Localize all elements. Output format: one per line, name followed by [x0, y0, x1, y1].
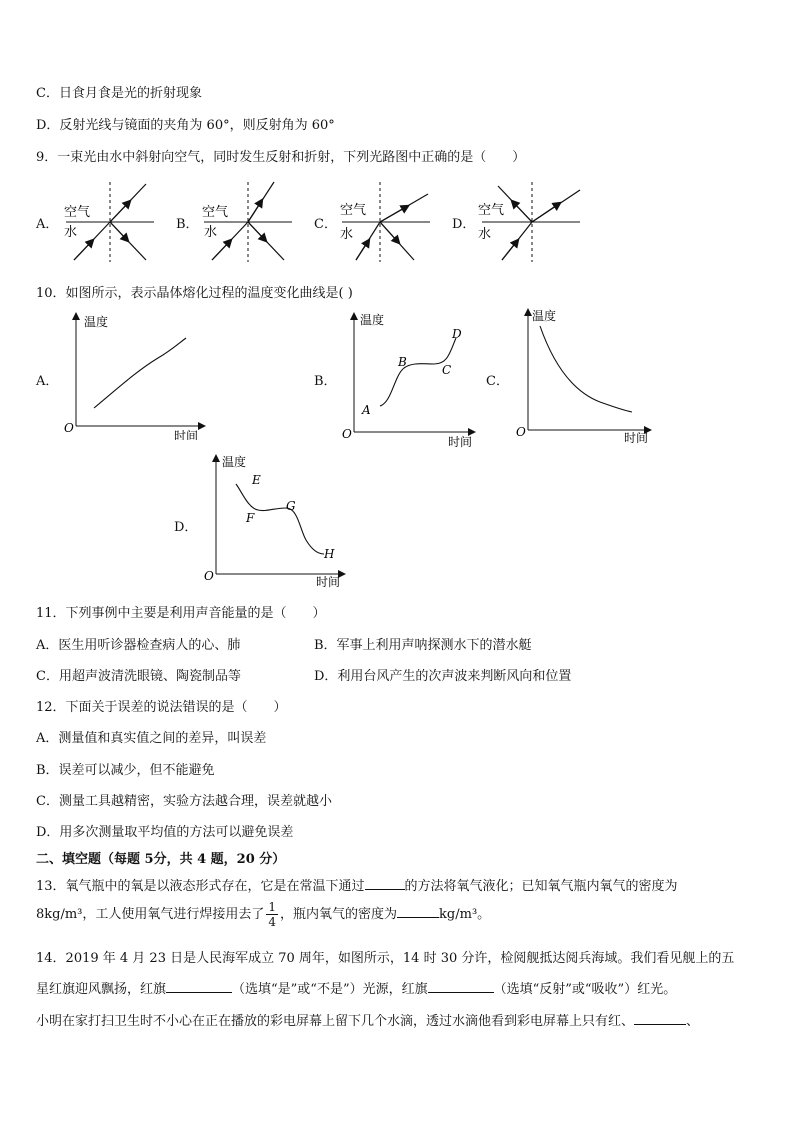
q10d-point-h: H [324, 547, 335, 561]
q9-diagram-b [198, 180, 298, 264]
q11-option-a: A．医生用听诊器检查病人的心、肺 [36, 638, 241, 653]
q10b-point-a: A [362, 403, 371, 417]
q10b-point-d: D [452, 327, 462, 341]
q10d-origin: O [204, 569, 214, 583]
q10c-ylabel: 温度 [532, 309, 557, 323]
q10c-xlabel: 时间 [624, 431, 649, 445]
q10-option-b-label: B． [314, 374, 337, 389]
q10d-point-e: E [252, 473, 261, 487]
q10-graph-a [58, 308, 208, 440]
q12-option-a: A．测量值和真实值之间的差异，叫误差 [36, 731, 267, 746]
q13-text-2a: 8kg/m³，工人使用氧气进行焊接用去了 [36, 907, 265, 922]
q9d-air-label: 空气 [478, 203, 505, 218]
q10-graph-b [338, 312, 478, 448]
q10-graph-c [510, 306, 656, 446]
q13-text-2b: ，瓶内氧气的密度为 [280, 907, 398, 922]
q14-text-2c: （选填“反射”或“吸收”）红光。 [493, 982, 677, 997]
q9b-air-label: 空气 [202, 205, 229, 220]
q9d-water-label: 水 [478, 227, 492, 242]
q14-text-2b: （选填“是”或“不是”）光源，红旗 [232, 982, 428, 997]
q13-fraction [266, 900, 278, 929]
q14-line-3 [36, 1010, 699, 1029]
q10d-point-g: G [286, 499, 296, 513]
q10b-ylabel: 温度 [360, 313, 385, 327]
q12-stem: 12．下面关于误差的说法错误的是（ ） [36, 700, 287, 715]
q14-text-2a: 星红旗迎风飘扬，红旗 [36, 982, 167, 997]
q14-line-2 [36, 978, 676, 997]
q10-option-c-label: C． [486, 374, 509, 389]
q12-option-b: B．误差可以减少，但不能避免 [36, 763, 215, 778]
q10b-xlabel: 时间 [448, 435, 473, 448]
q10d-point-f: F [246, 511, 255, 525]
q10d-ylabel: 温度 [222, 455, 247, 469]
q10a-origin: O [64, 421, 74, 435]
q12-option-d: D．用多次测量取平均值的方法可以避免误差 [36, 825, 294, 840]
q13-text-2c: kg/m³。 [439, 907, 491, 922]
q11-stem: 11．下列事例中主要是利用声音能量的是（ ） [36, 606, 326, 621]
q9-diagram-d [476, 180, 586, 264]
q14-text-3a: 小明在家打扫卫生时不小心在正在播放的彩电屏幕上留下几个水滴，透过水滴他看到彩电屏幕上只有红、 [36, 1014, 635, 1029]
q9a-air-label: 空气 [64, 205, 91, 220]
q11-option-b: B．军事上利用声呐探测水下的潜水艇 [314, 638, 532, 653]
q9b-water-label: 水 [204, 225, 218, 240]
q10-option-a-label: A． [36, 374, 59, 389]
q10-graph-d [200, 452, 350, 592]
q14-blank-1[interactable] [166, 992, 232, 993]
q10a-xlabel: 时间 [174, 429, 199, 440]
q9a-water-label: 水 [64, 225, 78, 240]
q9-option-c-label: C． [314, 217, 337, 232]
q10d-xlabel: 时间 [316, 575, 341, 589]
q13-blank-2[interactable] [397, 917, 439, 918]
q13-text-1a: 13．氧气瓶中的氧是以液态形式存在，它是在常温下通过 [36, 879, 365, 894]
q10a-ylabel: 温度 [84, 315, 109, 329]
q13-text-1b: 的方法将氧气液化；已知氧气瓶内氧气的密度为 [404, 879, 678, 894]
q9-option-b-label: B． [176, 217, 199, 232]
q10-stem: 10．如图所示，表示晶体熔化过程的温度变化曲线是( ) [36, 286, 353, 301]
q13-blank-1[interactable] [365, 889, 405, 890]
q14-blank-3[interactable] [634, 1024, 686, 1025]
q10-option-d-label: D． [174, 520, 198, 535]
q10b-point-b: B [398, 355, 407, 369]
q9c-air-label: 空气 [340, 203, 367, 218]
section-2-heading: 二、填空题（每题 5分，共 4 题，20 分） [36, 852, 286, 867]
q9c-water-label: 水 [340, 227, 354, 242]
q10c-origin: O [516, 425, 526, 439]
q10b-origin: O [342, 427, 352, 441]
q8-option-c: C．日食月食是光的折射现象 [36, 86, 202, 101]
q14-line-1: 14．2019 年 4 月 23 日是人民海军成立 70 周年，如图所示，14 时 30 分许，检阅舰抵达阅兵海域。我们看见舰上的五 [36, 951, 735, 966]
q13-fraction-numerator: 1 [268, 900, 277, 914]
q11-option-c: C．用超声波清洗眼镜、陶瓷制品等 [36, 669, 241, 684]
q12-option-c: C．测量工具越精密，实验方法越合理，误差就越小 [36, 794, 332, 809]
q13-line-2 [36, 900, 490, 929]
q13-line-1 [36, 875, 678, 894]
q14-blank-2[interactable] [428, 992, 494, 993]
q11-option-d: D．利用台风产生的次声波来判断风向和位置 [314, 669, 572, 684]
q8-option-d: D．反射光线与镜面的夹角为 60°，则反射角为 60° [36, 118, 335, 133]
q9-stem: 9．一束光由水中斜射向空气，同时发生反射和折射，下列光路图中正确的是（ ） [36, 150, 526, 165]
q13-fraction-denominator: 4 [268, 915, 277, 929]
q10b-point-c: C [442, 363, 452, 377]
q9-diagram-a [60, 180, 160, 264]
q9-option-d-label: D． [452, 217, 476, 232]
q9-diagram-c [336, 180, 436, 264]
q9-option-a-label: A． [36, 217, 59, 232]
q14-text-3b: 、 [686, 1014, 700, 1029]
